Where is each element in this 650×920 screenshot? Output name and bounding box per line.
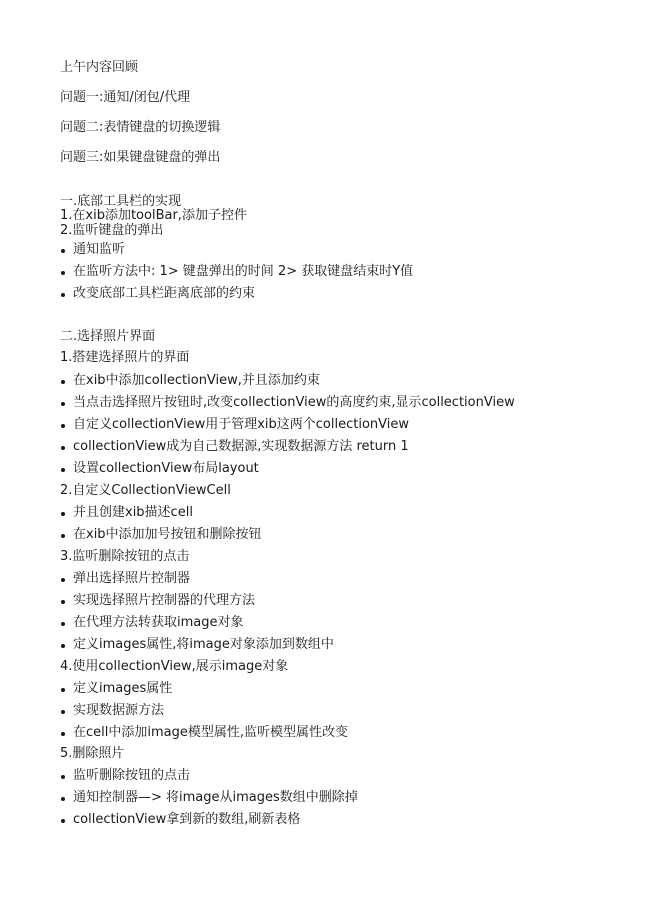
list-item: 改变底部工具栏距离底部的约束 xyxy=(60,285,255,303)
section-2-step-2: 2.自定义CollectionViewCell xyxy=(60,483,231,498)
problem-1: 问题一:通知/闭包/代理 xyxy=(60,90,191,105)
list-item: 在监听方法中: 1> 键盘弹出的时间 2> 获取键盘结束时Y值 xyxy=(60,263,413,281)
list-item: collectionView成为自己数据源,实现数据源方法 return 1 xyxy=(60,438,409,456)
review-title: 上午内容回顾 xyxy=(60,60,139,75)
list-item: 定义images属性 xyxy=(60,680,172,698)
section-2-step-4: 4.使用collectionView,展示image对象 xyxy=(60,659,289,674)
list-item: 实现选择照片控制器的代理方法 xyxy=(60,592,255,610)
section-2-heading: 二.选择照片界面 xyxy=(60,329,156,344)
section-2-step-5: 5.删除照片 xyxy=(60,746,125,761)
list-item: 通知控制器—> 将image从images数组中删除掉 xyxy=(60,789,358,807)
list-item: 监听删除按钮的点击 xyxy=(60,767,190,785)
list-item: 自定义collectionView用于管理xib这两个collectionView xyxy=(60,416,409,434)
list-item: collectionView拿到新的数组,刷新表格 xyxy=(60,811,300,829)
list-item: 并且创建xib描述cell xyxy=(60,504,193,522)
list-item: 在代理方法转获取image对象 xyxy=(60,614,244,632)
list-item: 当点击选择照片按钮时,改变collectionView的高度约束,显示collectionView xyxy=(60,394,515,412)
section-1-heading: 一.底部工具栏的实现 xyxy=(60,194,182,209)
list-item: 定义images属性,将image对象添加到数组中 xyxy=(60,636,334,654)
section-2-step-1: 1.搭建选择照片的界面 xyxy=(60,350,190,365)
section-1-step-1: 1.在xib添加toolBar,添加子控件 xyxy=(60,208,247,223)
list-item: 设置collectionView布局layout xyxy=(60,460,259,478)
problem-2: 问题二:表情键盘的切换逻辑 xyxy=(60,120,221,135)
section-2-step-3: 3.监听删除按钮的点击 xyxy=(60,549,190,564)
list-item: 在cell中添加image模型属性,监听模型属性改变 xyxy=(60,724,348,742)
list-item: 实现数据源方法 xyxy=(60,702,164,720)
problem-3: 问题三:如果键盘键盘的弹出 xyxy=(60,150,221,165)
list-item: 在xib中添加加号按钮和删除按钮 xyxy=(60,526,262,544)
list-item: 通知监听 xyxy=(60,241,125,259)
list-item: 弹出选择照片控制器 xyxy=(60,570,190,588)
section-1-step-2: 2.监听键盘的弹出 xyxy=(60,223,164,238)
list-item: 在xib中添加collectionView,并且添加约束 xyxy=(60,372,320,390)
